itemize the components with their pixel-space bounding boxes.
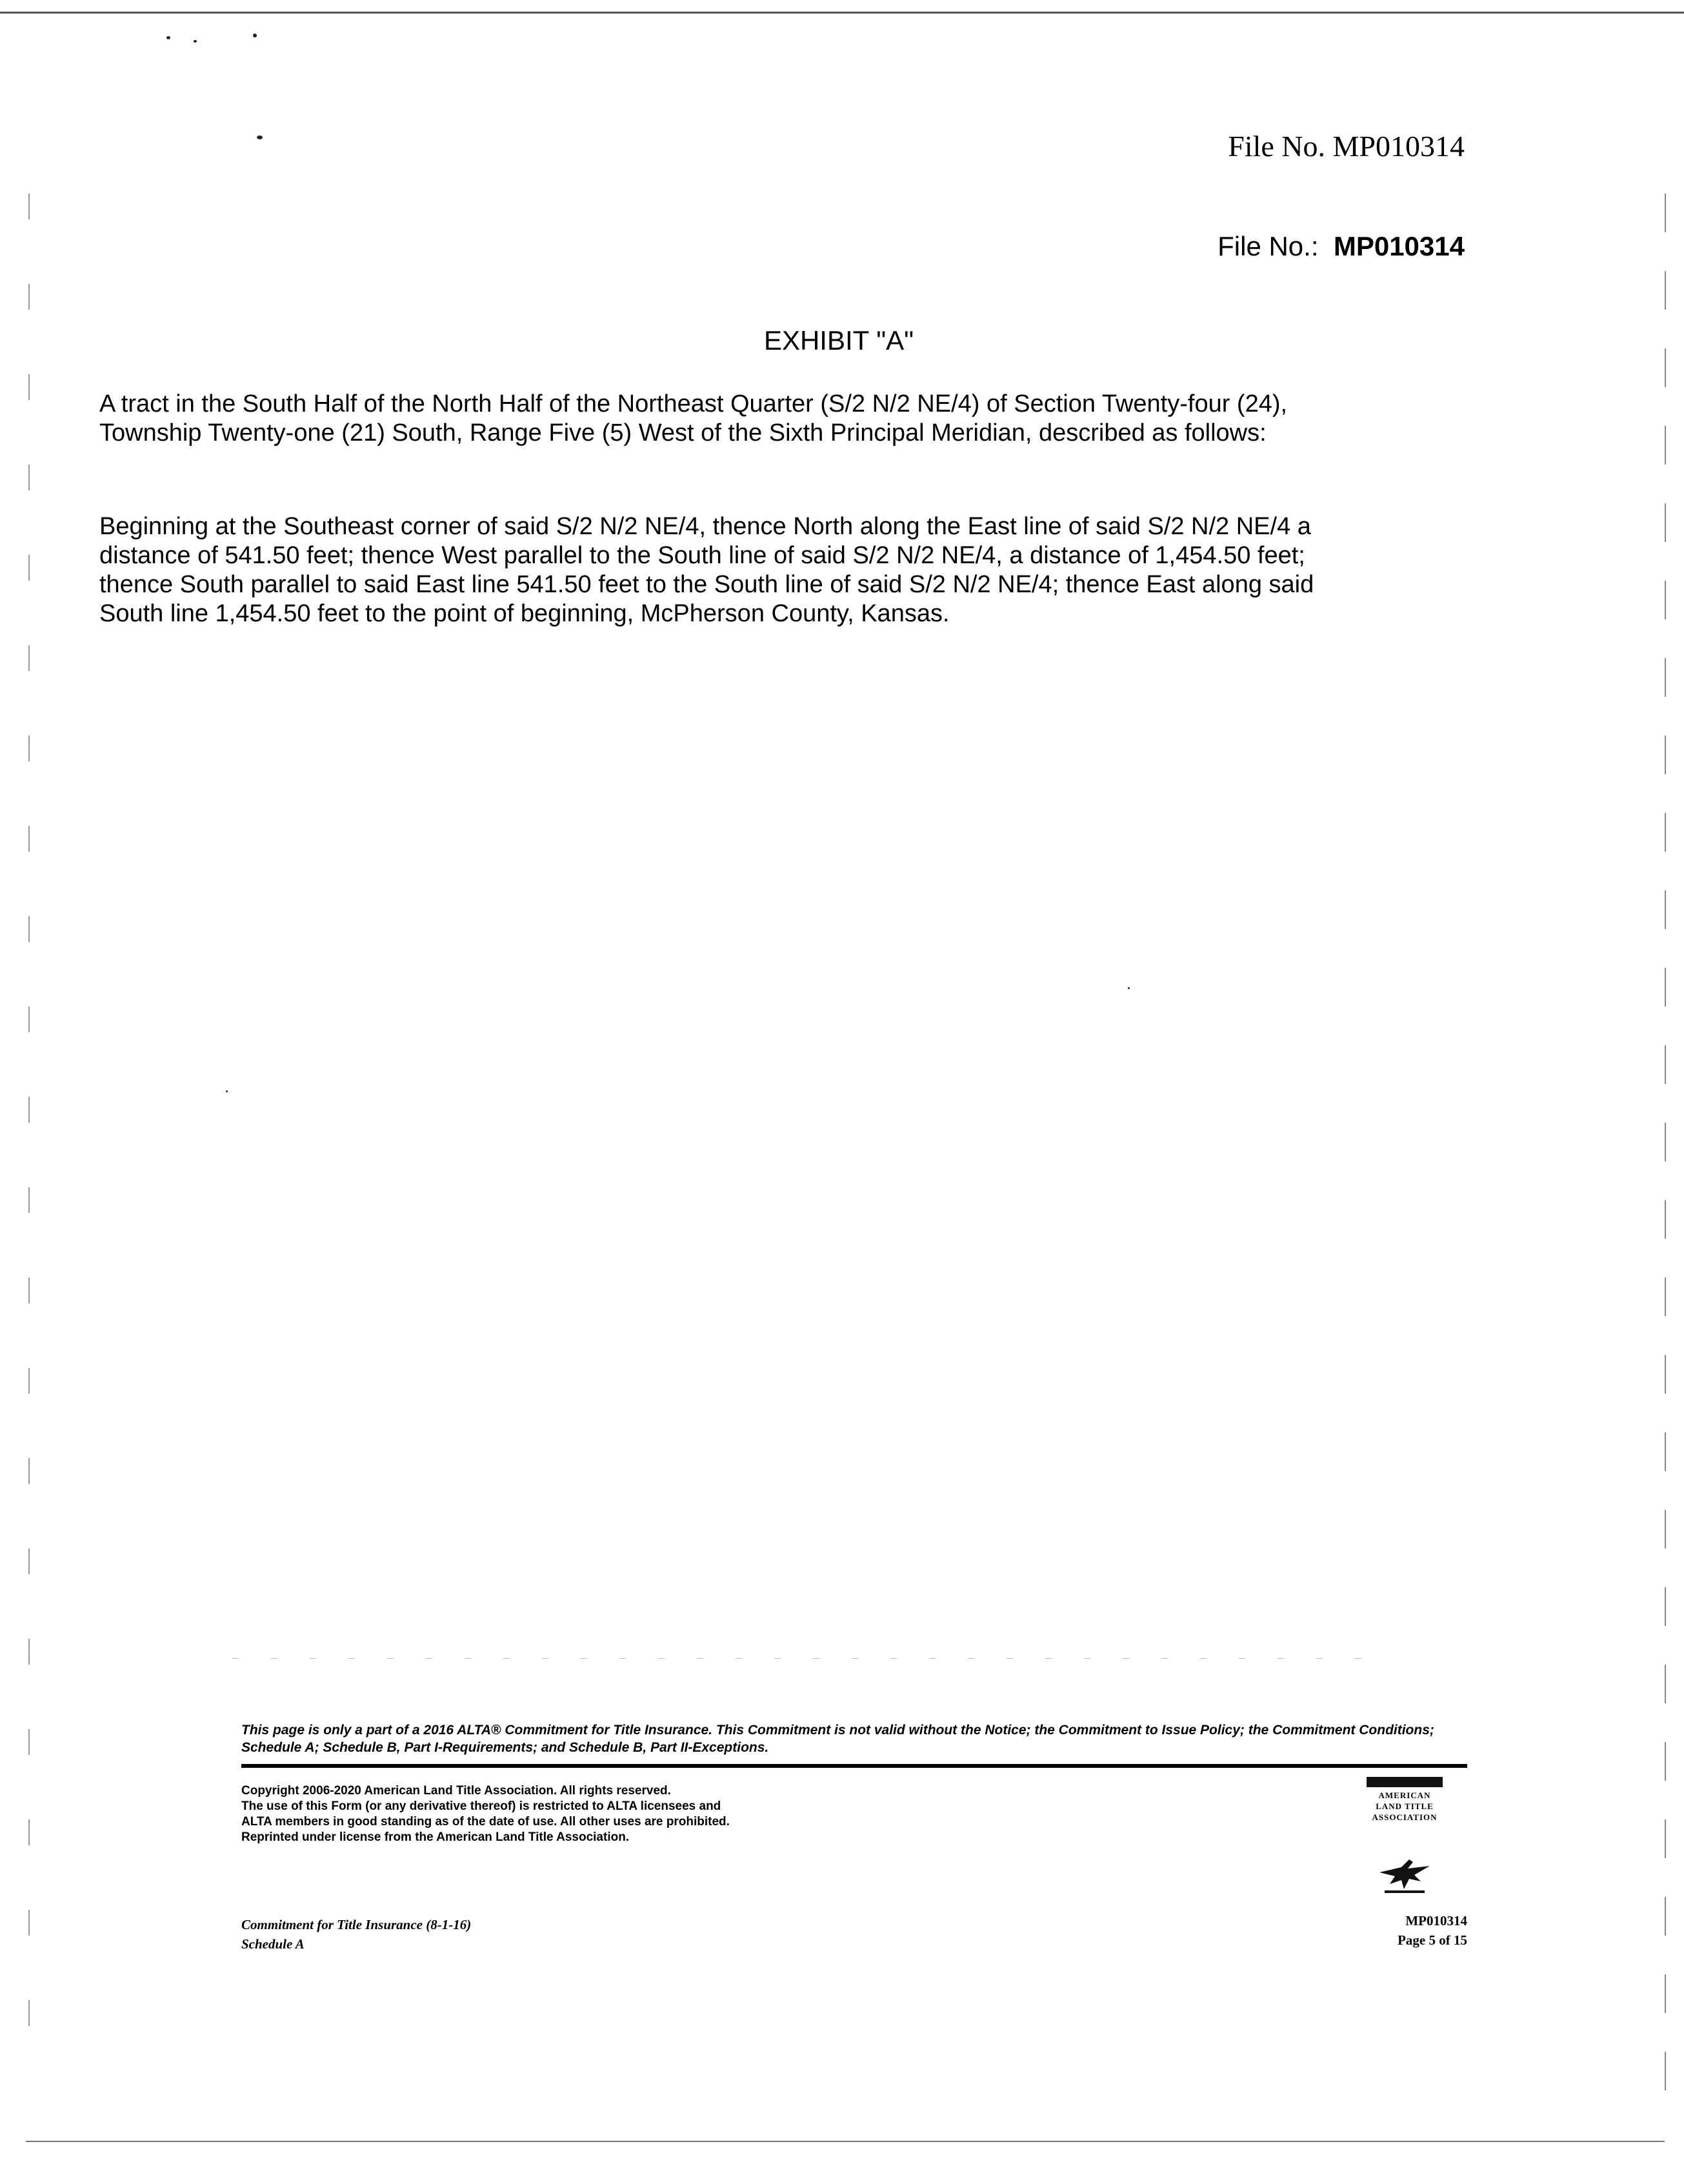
commitment-notice: This page is only a part of a 2016 ALTA® Commitment for Title Insurance. This Commitment is not valid without the Notice; the Commitment to Issue Policy; the Commitment Conditions; Schedule A; Schedule B, Part I-Requirements; and Schedule B, Part II-Exceptions. <box>241 1723 1434 1755</box>
page-number: Page 5 of 15 <box>1398 1932 1467 1948</box>
footer-divider <box>241 1764 1467 1768</box>
scan-speck <box>1128 987 1130 989</box>
file-number-line <box>1090 231 1465 262</box>
scan-speck <box>226 1090 228 1092</box>
scan-top-edge <box>0 12 1684 14</box>
copyright-line: Reprinted under license from the American Land Title Association. <box>241 1830 630 1844</box>
legal-description-intro: A tract in the South Half of the North Half of the Northeast Quarter (S/2 N/2 NE/4) of Section Twenty-four (24), Township Twenty-one (21) South, Range Five (5) West of the Sixth Principal Meridian, described as follows: <box>99 390 1288 446</box>
scan-bottom-edge <box>26 2141 1665 2142</box>
eagle-icon <box>1376 1853 1434 1898</box>
scan-speck <box>166 36 170 39</box>
schedule-label: Schedule A <box>241 1936 305 1952</box>
scan-speck <box>253 34 257 37</box>
scan-right-edge <box>1665 194 1666 2129</box>
exhibit-title: EXHIBIT "A" <box>763 325 914 356</box>
scan-speck <box>194 40 197 43</box>
file-number-value: MP010314 <box>1333 231 1465 261</box>
copyright-line: ALTA members in good standing as of the date of use. All other uses are prohibited. <box>241 1815 730 1828</box>
reference-number: MP010314 <box>1405 1913 1467 1929</box>
page-reference <box>1329 1911 1467 1950</box>
copyright-line: The use of this Form (or any derivative thereof) is restricted to ALTA licensees and <box>241 1799 721 1813</box>
form-name-block <box>241 1915 471 1954</box>
scan-dotted-line <box>232 1658 1381 1659</box>
copyright-block <box>241 1783 887 1845</box>
logo-text: AMERICAN LAND TITLE ASSOCIATION <box>1372 1790 1438 1822</box>
alta-logo <box>1361 1777 1445 1899</box>
legal-description-metes-bounds: Beginning at the Southeast corner of said S/2 N/2 NE/4, thence North along the East line of said S/2 N/2 NE/4 a distance of 541.50 feet; thence West parallel to the South line of said S/2 N/2 NE/4, a distance of 1,454.50 feet; thence South parallel to said East line 541.50 feet to the South line of said S/2 N/2 NE/4; thence East along said South line 1,454.50 feet to the point of beginning, McPherson County, Kansas. <box>99 513 1314 627</box>
logo-bar <box>1367 1777 1443 1787</box>
file-number-label: File No.: <box>1218 231 1319 261</box>
scan-left-edge <box>28 194 30 2065</box>
copyright-line: Copyright 2006-2020 American Land Title Association. All rights reserved. <box>241 1784 671 1798</box>
form-name: Commitment for Title Insurance (8-1-16) <box>241 1917 472 1932</box>
file-number-heading: File No. MP010314 <box>1228 130 1465 163</box>
scan-speck <box>257 135 263 139</box>
